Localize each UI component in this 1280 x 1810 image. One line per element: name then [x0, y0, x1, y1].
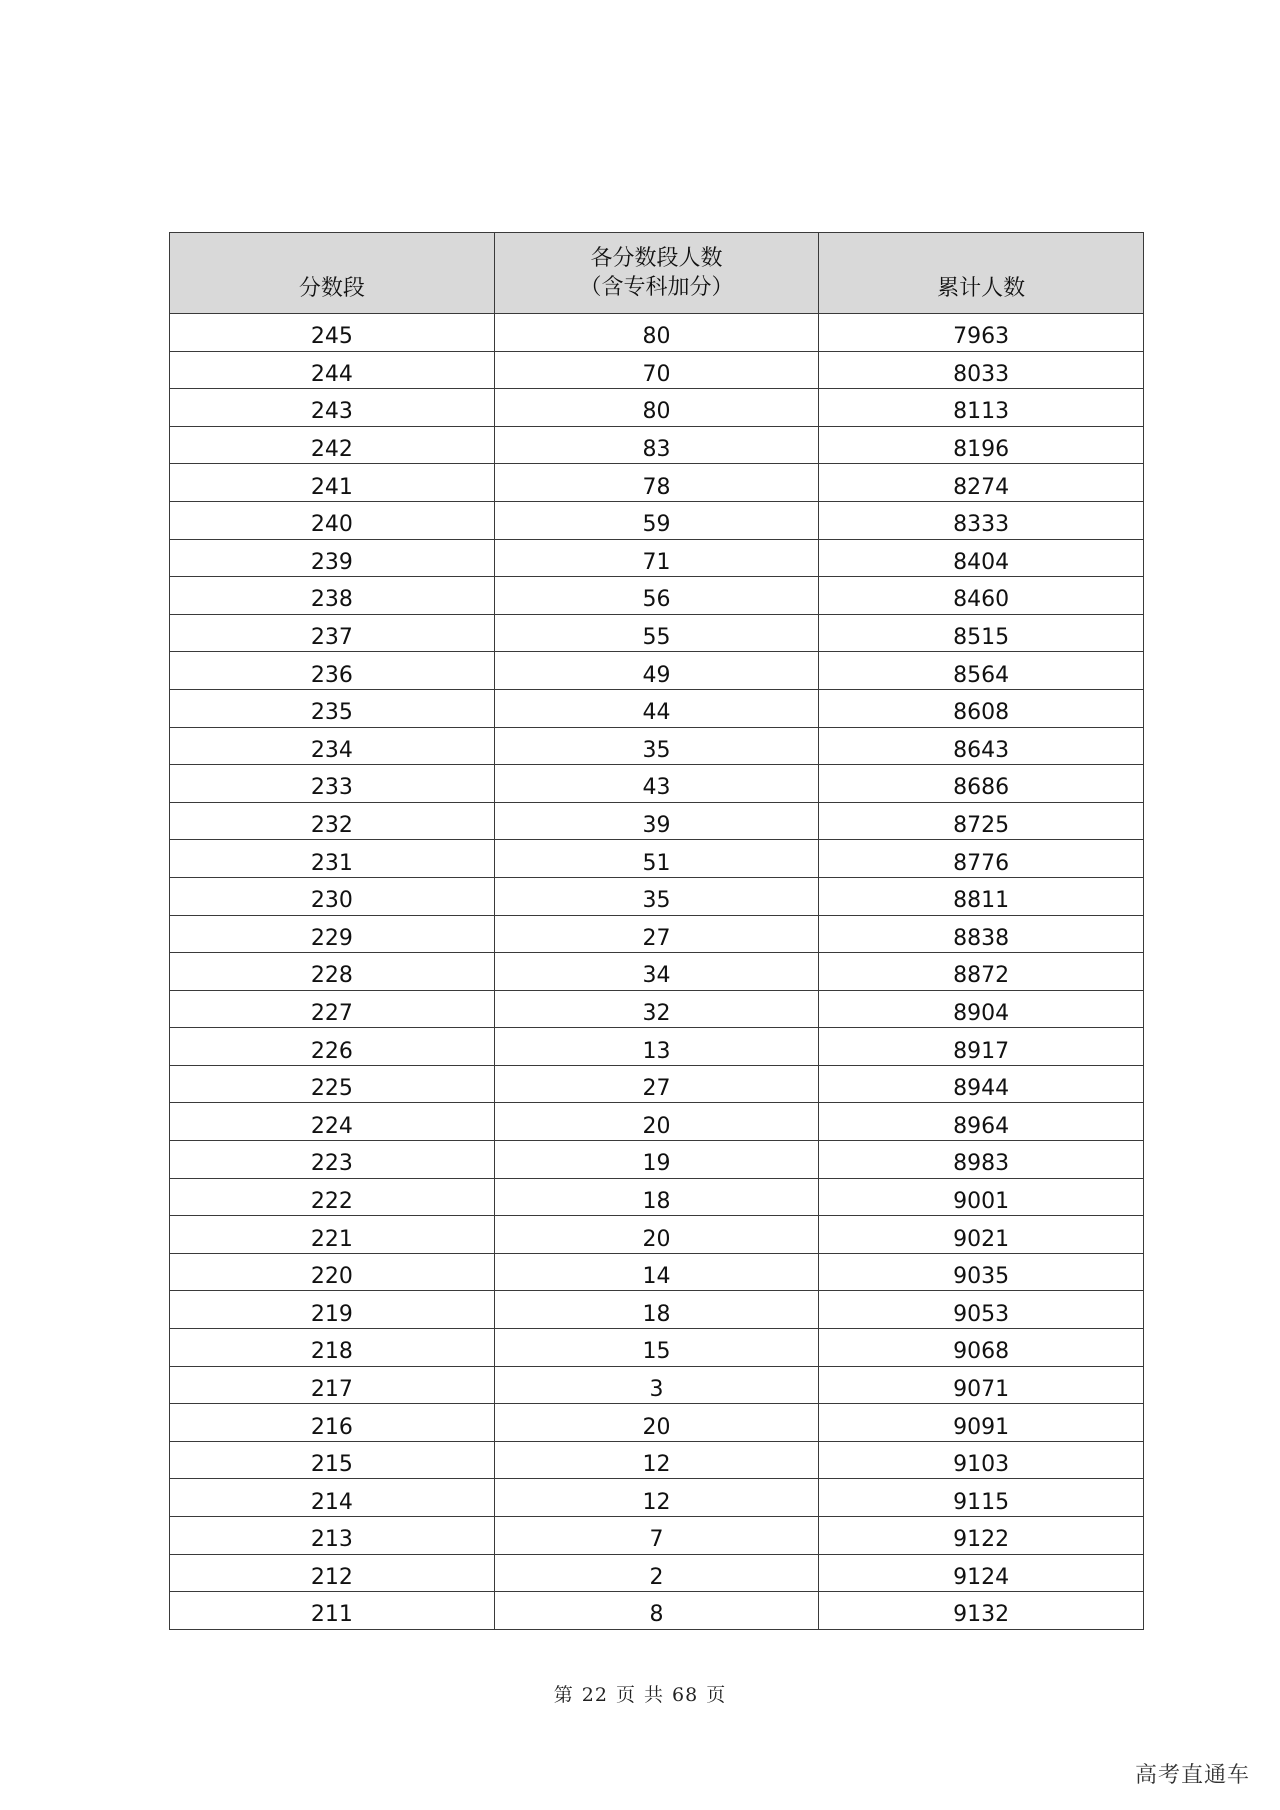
cell-count — [494, 1517, 819, 1555]
cell-score — [170, 351, 495, 389]
cell-score — [170, 539, 495, 577]
cell-score — [170, 426, 495, 464]
cell-cumulative — [819, 1291, 1144, 1329]
cell-cumulative-value: 8608 — [953, 700, 1010, 726]
cell-cumulative — [819, 351, 1144, 389]
cell-cumulative-value: 9001 — [953, 1188, 1010, 1214]
cell-count-value: 35 — [642, 888, 671, 914]
cell-score-value: 236 — [310, 662, 353, 688]
cell-score-value: 235 — [310, 700, 353, 726]
cell-count — [494, 1103, 819, 1141]
table-row — [170, 1554, 1144, 1592]
cell-count-value: 13 — [642, 1038, 671, 1064]
cell-score — [170, 1329, 495, 1367]
cell-cumulative-value: 8113 — [953, 399, 1010, 425]
cell-cumulative-value: 8964 — [953, 1113, 1010, 1139]
cell-count-value: 80 — [642, 324, 671, 350]
footer-current-page: 22 — [581, 1684, 608, 1706]
cell-cumulative-value: 9115 — [953, 1489, 1010, 1515]
cell-cumulative — [819, 953, 1144, 991]
table-row — [170, 351, 1144, 389]
cell-count — [494, 915, 819, 953]
cell-count — [494, 1291, 819, 1329]
header-cumulative-count: 累计人数 — [819, 233, 1144, 314]
cell-cumulative — [819, 802, 1144, 840]
cell-score-value: 211 — [310, 1602, 353, 1628]
cell-count — [494, 614, 819, 652]
cell-cumulative — [819, 314, 1144, 352]
cell-score-value: 241 — [310, 474, 353, 500]
cell-score — [170, 689, 495, 727]
cell-cumulative-value: 9053 — [953, 1301, 1010, 1327]
cell-cumulative — [819, 1404, 1144, 1442]
cell-count — [494, 1216, 819, 1254]
table-row — [170, 1517, 1144, 1555]
cell-count — [494, 1366, 819, 1404]
table-row — [170, 953, 1144, 991]
cell-score-value: 245 — [310, 324, 353, 350]
cell-score — [170, 1028, 495, 1066]
cell-count — [494, 1028, 819, 1066]
cell-score-value: 244 — [310, 361, 353, 387]
table-row — [170, 727, 1144, 765]
cell-score — [170, 990, 495, 1028]
cell-cumulative-value: 8983 — [953, 1151, 1010, 1177]
table-body — [170, 314, 1144, 1630]
cell-count — [494, 314, 819, 352]
table-row — [170, 1065, 1144, 1103]
cell-count — [494, 426, 819, 464]
cell-cumulative-value: 9132 — [953, 1602, 1010, 1628]
cell-cumulative-value: 8872 — [953, 963, 1010, 989]
cell-score-value: 222 — [310, 1188, 353, 1214]
cell-score — [170, 1178, 495, 1216]
table-row — [170, 1592, 1144, 1630]
cell-score-value: 215 — [310, 1452, 353, 1478]
page-footer — [0, 1680, 1280, 1707]
cell-cumulative — [819, 1517, 1144, 1555]
table-row — [170, 802, 1144, 840]
table-row — [170, 765, 1144, 803]
cell-count-value: 27 — [642, 925, 671, 951]
cell-count — [494, 1554, 819, 1592]
table-row — [170, 689, 1144, 727]
cell-count-value: 55 — [642, 625, 671, 651]
header-score-range: 分数段 — [170, 233, 495, 314]
table-row — [170, 990, 1144, 1028]
cell-count — [494, 351, 819, 389]
cell-score-value: 242 — [310, 437, 353, 463]
cell-score — [170, 652, 495, 690]
table-row — [170, 1178, 1144, 1216]
cell-score — [170, 727, 495, 765]
table-row — [170, 614, 1144, 652]
table-row — [170, 1291, 1144, 1329]
table-row — [170, 314, 1144, 352]
cell-score-value: 219 — [310, 1301, 353, 1327]
cell-score — [170, 1065, 495, 1103]
cell-count-value: 19 — [642, 1151, 671, 1177]
cell-score-value: 229 — [310, 925, 353, 951]
cell-count — [494, 1441, 819, 1479]
cell-cumulative — [819, 727, 1144, 765]
cell-score — [170, 577, 495, 615]
score-distribution-table — [169, 232, 1144, 1630]
cell-count — [494, 1479, 819, 1517]
cell-score — [170, 1366, 495, 1404]
cell-count — [494, 389, 819, 427]
cell-count — [494, 1253, 819, 1291]
table-row — [170, 426, 1144, 464]
cell-count-value: 15 — [642, 1339, 671, 1365]
table-row — [170, 1366, 1144, 1404]
table-row — [170, 1479, 1144, 1517]
cell-cumulative-value: 8776 — [953, 850, 1010, 876]
cell-cumulative — [819, 501, 1144, 539]
cell-cumulative-value: 8515 — [953, 625, 1010, 651]
cell-cumulative — [819, 1479, 1144, 1517]
cell-cumulative-value: 9021 — [953, 1226, 1010, 1252]
cell-count — [494, 840, 819, 878]
cell-count-value: 20 — [642, 1226, 671, 1252]
cell-cumulative — [819, 1216, 1144, 1254]
cell-score — [170, 1592, 495, 1630]
cell-cumulative-value: 8460 — [953, 587, 1010, 613]
cell-cumulative — [819, 1028, 1144, 1066]
cell-score-value: 228 — [310, 963, 353, 989]
footer-total-pages: 68 — [672, 1684, 699, 1706]
header-count-per-range — [494, 233, 819, 314]
cell-cumulative-value: 8725 — [953, 813, 1010, 839]
cell-cumulative-value: 8811 — [953, 888, 1010, 914]
cell-score-value: 230 — [310, 888, 353, 914]
cell-cumulative-value: 8917 — [953, 1038, 1010, 1064]
cell-cumulative-value: 9068 — [953, 1339, 1010, 1365]
footer-total-word: 共 — [644, 1684, 665, 1706]
table-row — [170, 652, 1144, 690]
cell-cumulative — [819, 1366, 1144, 1404]
cell-score — [170, 464, 495, 502]
table-row — [170, 464, 1144, 502]
cell-cumulative-value: 8838 — [953, 925, 1010, 951]
cell-cumulative-value: 8686 — [953, 775, 1010, 801]
cell-cumulative-value: 7963 — [953, 324, 1010, 350]
cell-score-value: 225 — [310, 1076, 353, 1102]
cell-count-value: 51 — [642, 850, 671, 876]
table-row — [170, 577, 1144, 615]
cell-cumulative-value: 9035 — [953, 1264, 1010, 1290]
cell-cumulative — [819, 1065, 1144, 1103]
cell-score — [170, 1479, 495, 1517]
cell-score — [170, 877, 495, 915]
cell-cumulative — [819, 1592, 1144, 1630]
cell-count — [494, 727, 819, 765]
cell-count — [494, 539, 819, 577]
cell-count — [494, 1592, 819, 1630]
cell-count-value: 71 — [642, 549, 671, 575]
cell-count — [494, 953, 819, 991]
cell-score-value: 218 — [310, 1339, 353, 1365]
cell-count-value: 14 — [642, 1264, 671, 1290]
cell-cumulative — [819, 1178, 1144, 1216]
cell-count — [494, 689, 819, 727]
cell-cumulative — [819, 1103, 1144, 1141]
cell-count-value: 27 — [642, 1076, 671, 1102]
cell-score-value: 213 — [310, 1527, 353, 1553]
cell-score-value: 217 — [310, 1376, 353, 1402]
cell-score — [170, 802, 495, 840]
table-row — [170, 1216, 1144, 1254]
cell-cumulative — [819, 464, 1144, 502]
cell-score-value: 233 — [310, 775, 353, 801]
cell-score — [170, 501, 495, 539]
cell-count — [494, 1404, 819, 1442]
watermark-logo-text: 高考直通车 — [1134, 1763, 1250, 1788]
cell-count — [494, 501, 819, 539]
cell-count-value: 12 — [642, 1452, 671, 1478]
cell-cumulative-value: 9103 — [953, 1452, 1010, 1478]
cell-count — [494, 652, 819, 690]
cell-score — [170, 1404, 495, 1442]
cell-cumulative — [819, 652, 1144, 690]
table-row — [170, 877, 1144, 915]
cell-score-value: 243 — [310, 399, 353, 425]
header-count-line2: （含专科加分） — [579, 275, 734, 300]
cell-score-value: 232 — [310, 813, 353, 839]
cell-cumulative — [819, 840, 1144, 878]
cell-score — [170, 1291, 495, 1329]
cell-count-value: 34 — [642, 963, 671, 989]
cell-count-value: 49 — [642, 662, 671, 688]
cell-cumulative — [819, 1441, 1144, 1479]
header-count-line1: 各分数段人数 — [590, 246, 723, 271]
cell-count-value: 32 — [642, 1000, 671, 1026]
table-row — [170, 1441, 1144, 1479]
cell-cumulative — [819, 915, 1144, 953]
cell-cumulative — [819, 426, 1144, 464]
cell-count-value: 78 — [642, 474, 671, 500]
cell-score-value: 221 — [310, 1226, 353, 1252]
cell-cumulative — [819, 539, 1144, 577]
cell-count-value: 18 — [642, 1301, 671, 1327]
cell-cumulative — [819, 389, 1144, 427]
cell-score-value: 240 — [310, 512, 353, 538]
cell-count-value: 20 — [642, 1113, 671, 1139]
cell-count-value: 20 — [642, 1414, 671, 1440]
cell-count — [494, 765, 819, 803]
cell-count — [494, 464, 819, 502]
cell-cumulative — [819, 1141, 1144, 1179]
cell-score-value: 220 — [310, 1264, 353, 1290]
footer-prefix: 第 — [553, 1684, 574, 1706]
cell-score-value: 224 — [310, 1113, 353, 1139]
cell-cumulative-value: 8033 — [953, 361, 1010, 387]
cell-score-value: 227 — [310, 1000, 353, 1026]
table-row — [170, 1253, 1144, 1291]
cell-cumulative-value: 8564 — [953, 662, 1010, 688]
table-row — [170, 389, 1144, 427]
table-row — [170, 1329, 1144, 1367]
cell-cumulative — [819, 877, 1144, 915]
table-header-row — [170, 233, 1144, 314]
cell-count — [494, 577, 819, 615]
table-row — [170, 915, 1144, 953]
cell-count-value: 12 — [642, 1489, 671, 1515]
cell-count-value: 7 — [649, 1527, 664, 1553]
table-row — [170, 1103, 1144, 1141]
cell-count-value: 18 — [642, 1188, 671, 1214]
cell-score — [170, 1103, 495, 1141]
cell-score-value: 234 — [310, 737, 353, 763]
cell-count — [494, 1065, 819, 1103]
cell-score-value: 239 — [310, 549, 353, 575]
cell-score-value: 223 — [310, 1151, 353, 1177]
cell-score — [170, 389, 495, 427]
cell-count-value: 56 — [642, 587, 671, 613]
cell-count-value: 2 — [649, 1564, 664, 1590]
footer-suffix: 页 — [706, 1684, 727, 1706]
cell-score — [170, 1253, 495, 1291]
footer-page-word: 页 — [615, 1684, 636, 1706]
cell-cumulative — [819, 1253, 1144, 1291]
cell-count — [494, 1178, 819, 1216]
cell-score — [170, 314, 495, 352]
cell-score — [170, 840, 495, 878]
cell-score — [170, 765, 495, 803]
cell-cumulative-value: 9091 — [953, 1414, 1010, 1440]
cell-cumulative-value: 8333 — [953, 512, 1010, 538]
cell-score — [170, 1441, 495, 1479]
cell-count-value: 43 — [642, 775, 671, 801]
cell-score — [170, 1141, 495, 1179]
table-row — [170, 1404, 1144, 1442]
cell-count-value: 35 — [642, 737, 671, 763]
cell-cumulative-value: 8196 — [953, 437, 1010, 463]
table-row — [170, 1141, 1144, 1179]
cell-cumulative — [819, 1329, 1144, 1367]
cell-count-value: 70 — [642, 361, 671, 387]
table-row — [170, 501, 1144, 539]
cell-score-value: 216 — [310, 1414, 353, 1440]
cell-score-value: 237 — [310, 625, 353, 651]
cell-cumulative — [819, 577, 1144, 615]
cell-cumulative-value: 9124 — [953, 1564, 1010, 1590]
cell-count — [494, 1329, 819, 1367]
cell-score — [170, 1554, 495, 1592]
cell-score — [170, 1216, 495, 1254]
cell-cumulative — [819, 1554, 1144, 1592]
cell-count-value: 3 — [649, 1376, 664, 1402]
cell-score — [170, 1517, 495, 1555]
cell-count-value: 39 — [642, 813, 671, 839]
cell-score-value: 226 — [310, 1038, 353, 1064]
cell-count — [494, 877, 819, 915]
cell-count-value: 59 — [642, 512, 671, 538]
cell-count — [494, 990, 819, 1028]
cell-count-value: 83 — [642, 437, 671, 463]
cell-cumulative-value: 8404 — [953, 549, 1010, 575]
cell-cumulative — [819, 990, 1144, 1028]
cell-count-value: 44 — [642, 700, 671, 726]
cell-cumulative — [819, 614, 1144, 652]
cell-count — [494, 1141, 819, 1179]
cell-score — [170, 614, 495, 652]
cell-cumulative — [819, 689, 1144, 727]
cell-score — [170, 915, 495, 953]
cell-count-value: 8 — [649, 1602, 664, 1628]
table-row — [170, 539, 1144, 577]
table-row — [170, 840, 1144, 878]
cell-count — [494, 802, 819, 840]
cell-cumulative-value: 9071 — [953, 1376, 1010, 1402]
table-row — [170, 1028, 1144, 1066]
cell-score-value: 231 — [310, 850, 353, 876]
cell-cumulative-value: 8274 — [953, 474, 1010, 500]
cell-cumulative-value: 9122 — [953, 1527, 1010, 1553]
cell-cumulative-value: 8643 — [953, 737, 1010, 763]
cell-score — [170, 953, 495, 991]
cell-score-value: 212 — [310, 1564, 353, 1590]
cell-score-value: 238 — [310, 587, 353, 613]
table-header — [170, 233, 1144, 314]
cell-cumulative-value: 8904 — [953, 1000, 1010, 1026]
cell-cumulative — [819, 765, 1144, 803]
cell-cumulative-value: 8944 — [953, 1076, 1010, 1102]
cell-score-value: 214 — [310, 1489, 353, 1515]
cell-count-value: 80 — [642, 399, 671, 425]
